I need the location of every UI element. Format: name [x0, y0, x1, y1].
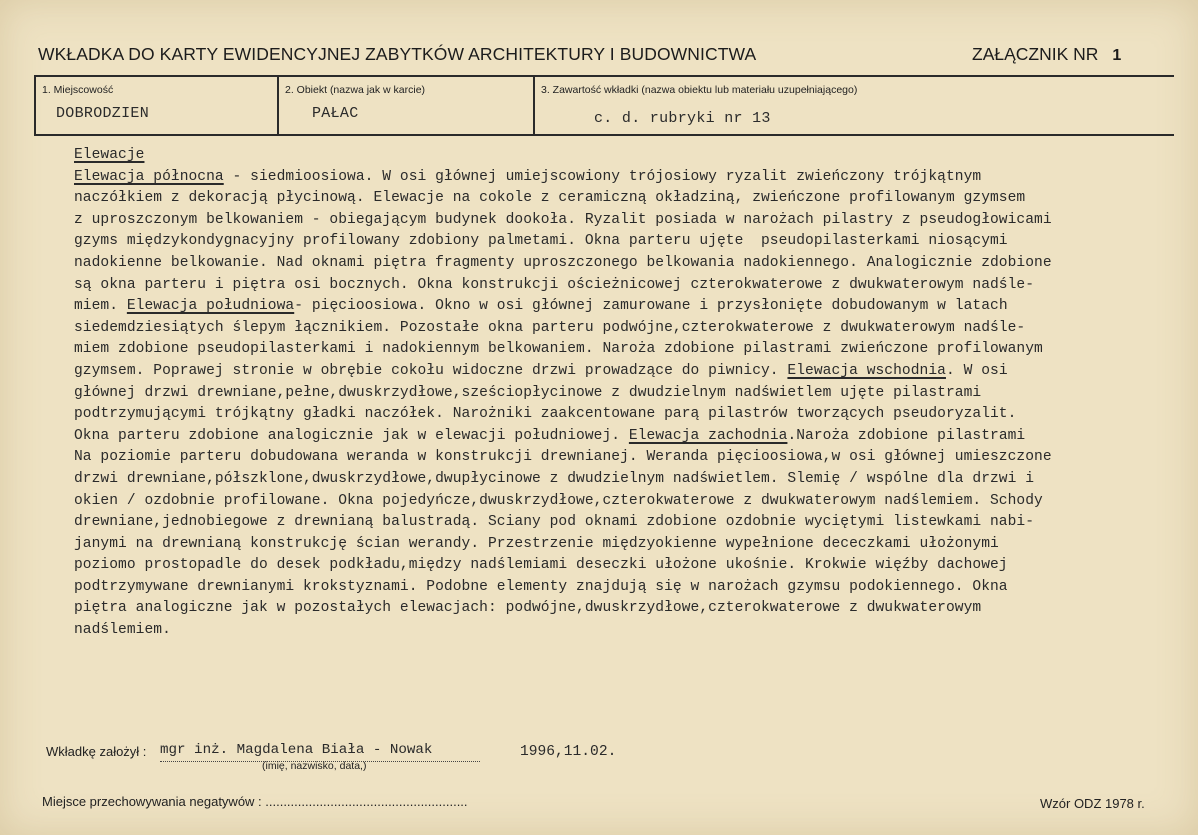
text-line: janymi na drewnianą konstrukcję ścian werandy. Przestrzenie międzyokienne wypełnione dececzkami ułożonymi [74, 535, 999, 552]
text-line: nadślemiem. [74, 622, 171, 639]
place-value: DOBRODZIEN [56, 105, 150, 122]
text-line: siedemdziesiątych ślepym łącznikiem. Pozostałe okna parteru podwójne,czterokwaterowe z dwukwaterowym nadśle- [74, 319, 1026, 336]
text-line: Na poziomie parteru dobudowana weranda w konstrukcji drewnianej. Weranda pięcioosiowa,w osi głównej umieszczone [74, 449, 1052, 466]
template-label: Wzór ODZ 1978 r. [1040, 796, 1145, 811]
text-line: miem zdobione pseudopilasterkami i nadokiennym belkowaniem. Naroża zdobione pilastrami zwieńczone profilowanym [74, 341, 1043, 358]
text-line: z uproszczonym belkowaniem - obiegającym budynek dookoła. Ryzalit posiada w narożach pilastry z pseudogłowicami [74, 211, 1052, 228]
east-elevation-heading: Elewacja wschodnia [787, 362, 946, 379]
west-elevation-heading: Elewacja zachodnia [628, 427, 788, 444]
content-value: c. d. rubryki nr 13 [594, 110, 771, 127]
object-label: 2. Obiekt (nazwa jak w karcie) [285, 84, 426, 96]
place-label: 1. Miejscowość [42, 84, 114, 96]
author-value: mgr inż. Magdalena Biała - Nowak [160, 742, 433, 758]
header-rule [34, 75, 1174, 77]
object-value: PAŁAC [312, 105, 359, 122]
field-divider-left [34, 75, 36, 135]
text-line: gzymsem. Poprawej stronie w obrębie cokołu widoczne drzwi prowadzące do piwnicy. Elewacja wschodnia. W osi [74, 362, 1008, 379]
text-line: miem. Elewacja południowa- pięcioosiowa. Okno w osi głównej zamurowane i przysłonięte dobudowanym w latach [74, 298, 1008, 315]
field-divider-2 [533, 75, 535, 135]
text-line: są okna parteru i piętra osi bocznych. Okna konstrukcji ościeżnicowej czterokwaterowe z dwukwaterowym nadśle- [74, 276, 1035, 293]
content-label: 3. Zawartość wkładki (nazwa obiektu lub materiału uzupełniającego) [541, 84, 858, 96]
date-value: 1996,11.02. [520, 744, 617, 760]
north-elevation-heading: Elewacja północna [74, 168, 224, 185]
field-divider-1 [277, 75, 279, 135]
text-line: drzwi drewniane,półszklone,dwuskrzydłowe,dwupłycinowe z dwudzielnym nadświetlem. Slemię / wspólne dla drzwi i [74, 470, 1035, 487]
author-label: Wkładkę założył : [46, 744, 147, 759]
description-text [74, 145, 1174, 642]
text-line: podtrzymywane drewnianymi krokstyznami. Podobne elementy znajdują się w narożach gzymsu podokiennego. Okna [74, 578, 1008, 595]
attachment-value: 1 [1112, 47, 1122, 64]
text-line: nadokienne belkowanie. Nad oknami piętra fragmenty uproszczonego belkowania nadokiennego. Analogicznie zdobione [74, 254, 1052, 271]
attachment-label: ZAŁĄCZNIK NR [972, 44, 1099, 64]
text-line: piętra analogiczne jak w pozostałych elewacjach: podwójne,dwuskrzydłowe,czterokwaterowe z dwukwaterowym [74, 600, 982, 617]
author-hint: (imię, nazwisko, data,) [262, 760, 367, 772]
text-line: gzyms międzykondygnacyjny profilowany zdobiony palmetami. Okna parteru ujęte pseudopilasterkami niosącymi [74, 233, 1008, 250]
text-line: podtrzymującymi trójkątny gładki naczółek. Narożniki zaakcentowane parą pilastrów tworzących pseudoryzalit. [74, 406, 1017, 423]
text-line: naczółkiem z dekoracją płycinową. Elewacje na cokole z ceramiczną okładziną, zwieńczone profilowanym gzymsem [74, 190, 1026, 207]
text-line: Okna parteru zdobione analogicznie jak w elewacji południowej. Elewacja zachodnia.Naroża zdobione pilastrami [74, 427, 1026, 444]
text-line: poziomo prostopadle do desek podkładu,między nadślemiami deseczki ułożone ukośnie. Krokwie więźby dachowej [74, 557, 1008, 574]
text-line: głównej drzwi drewniane,pełne,dwuskrzydłowe,sześciopłycinowe z dwudzielnym nadświetlem ujęte pilastrami [74, 384, 982, 401]
fields-rule [34, 134, 1174, 136]
negatives-label: Miejsce przechowywania negatywów : ........................................................ [42, 794, 468, 809]
text-line: Elewacja północna - siedmioosiowa. W osi głównej umiejscowiony trójosiowy ryzalit zwieńczony trójkątnym [74, 168, 982, 185]
text-line: okien / ozdobnie profilowane. Okna pojedyńcze,dwuskrzydłowe,czterokwaterowe z dwukwaterowym nadślemiem. Schody [74, 492, 1043, 509]
south-elevation-heading: Elewacja południowa [126, 298, 295, 315]
text-line: drewniane,jednobiegowe z drewnianą balustradą. Sciany pod oknami zdobione ozdobnie wyciętymi listewkami nabi- [74, 514, 1035, 531]
section-heading: Elewacje [74, 147, 145, 163]
form-title: WKŁADKA DO KARTY EWIDENCYJNEJ ZABYTKÓW ARCHITEKTURY I BUDOWNICTWA [38, 44, 757, 64]
attachment-number [972, 44, 1121, 65]
text-line [74, 145, 1174, 167]
